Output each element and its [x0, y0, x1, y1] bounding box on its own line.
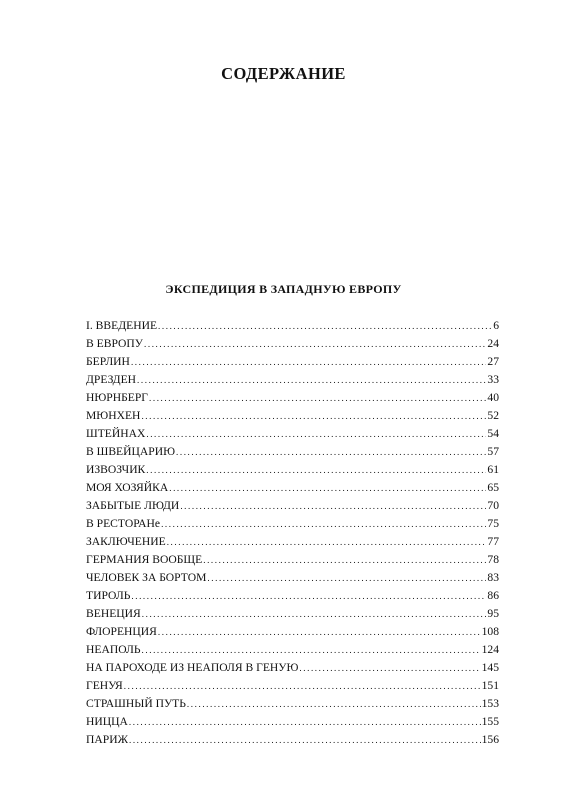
dot-leader — [137, 371, 486, 389]
toc-entry-page-number: 70 — [487, 499, 499, 512]
toc-entry-page-number: 27 — [487, 355, 499, 368]
dot-leader — [131, 587, 486, 605]
toc-entry-title: ТИРОЛЬ — [86, 589, 131, 602]
dot-leader — [176, 443, 486, 461]
dot-leader — [144, 335, 486, 353]
toc-entry-page-number: 57 — [487, 445, 499, 458]
toc-entry-page-number: 124 — [481, 643, 499, 656]
toc-entry-title: ПАРИЖ — [86, 733, 128, 746]
toc-entry-title: НА ПАРОХОДЕ ИЗ НЕАПОЛЯ В ГЕНУЮ — [86, 661, 299, 674]
toc-entry — [86, 353, 499, 371]
toc-entry-page-number: 151 — [481, 679, 499, 692]
dot-leader — [158, 317, 492, 335]
toc-entry — [86, 605, 499, 623]
dot-leader — [149, 389, 486, 407]
dot-leader — [141, 407, 486, 425]
toc-entry-title: ИЗВОЗЧИК — [86, 463, 146, 476]
dot-leader — [129, 713, 481, 731]
toc-entry-page-number: 65 — [487, 481, 499, 494]
toc-entry-page-number: 86 — [487, 589, 499, 602]
toc-entry — [86, 569, 499, 587]
dot-leader — [180, 497, 486, 515]
toc-entry-title: ГЕРМАНИЯ ВООБЩЕ — [86, 553, 203, 566]
table-of-contents — [86, 317, 499, 749]
dot-leader — [131, 353, 486, 371]
toc-entry — [86, 317, 499, 335]
toc-entry-title: ВЕНЕЦИЯ — [86, 607, 141, 620]
dot-leader — [146, 425, 486, 443]
toc-entry-title: НЕАПОЛЬ — [86, 643, 141, 656]
dot-leader — [142, 605, 487, 623]
toc-entry — [86, 551, 499, 569]
toc-entry — [86, 587, 499, 605]
dot-leader — [167, 533, 487, 551]
toc-entry-page-number: 155 — [481, 715, 499, 728]
toc-entry-title: МОЯ ХОЗЯЙКА — [86, 481, 169, 494]
dot-leader — [169, 479, 486, 497]
toc-entry-title: ДРЕЗДЕН — [86, 373, 137, 386]
toc-entry — [86, 623, 499, 641]
dot-leader — [142, 641, 481, 659]
toc-entry-title: БЕРЛИН — [86, 355, 130, 368]
toc-entry — [86, 407, 499, 425]
toc-entry-page-number: 83 — [487, 571, 499, 584]
dot-leader — [124, 677, 481, 695]
toc-entry-page-number: 153 — [481, 697, 499, 710]
toc-entry — [86, 695, 499, 713]
toc-entry-page-number: 145 — [481, 661, 499, 674]
toc-entry-title: ШТЕЙНАХ — [86, 427, 146, 440]
dot-leader — [187, 695, 481, 713]
toc-entry-page-number: 95 — [487, 607, 499, 620]
toc-entry — [86, 659, 499, 677]
toc-entry-title: МЮНХЕН — [86, 409, 141, 422]
toc-entry-title: ФЛОРЕНЦИЯ — [86, 625, 157, 638]
toc-entry — [86, 389, 499, 407]
toc-entry — [86, 443, 499, 461]
page-title: СОДЕРЖАНИЕ — [221, 64, 346, 83]
toc-entry-page-number: 78 — [487, 553, 499, 566]
toc-entry — [86, 713, 499, 731]
toc-entry — [86, 515, 499, 533]
toc-entry-page-number: 33 — [487, 373, 499, 386]
dot-leader — [129, 731, 481, 749]
toc-entry — [86, 479, 499, 497]
toc-entry — [86, 371, 499, 389]
toc-entry-title: НЮРНБЕРГ — [86, 391, 148, 404]
toc-entry-page-number: 52 — [487, 409, 499, 422]
toc-entry-title: ЧЕЛОВЕК ЗА БОРТОМ — [86, 571, 207, 584]
toc-entry-title: СТРАШНЫЙ ПУТЬ — [86, 697, 186, 710]
toc-entry — [86, 461, 499, 479]
toc-entry-page-number: 108 — [481, 625, 499, 638]
toc-entry-page-number: 156 — [481, 733, 499, 746]
toc-entry-title: НИЦЦА — [86, 715, 128, 728]
toc-entry-title: ЗАКЛЮЧЕНИЕ — [86, 535, 166, 548]
toc-entry-title: В ЕВРОПУ — [86, 337, 143, 350]
toc-entry — [86, 335, 499, 353]
toc-entry — [86, 497, 499, 515]
dot-leader — [299, 659, 480, 677]
toc-entry — [86, 677, 499, 695]
toc-entry — [86, 533, 499, 551]
dot-leader — [146, 461, 486, 479]
toc-entry-page-number: 24 — [487, 337, 499, 350]
toc-entry — [86, 641, 499, 659]
toc-entry-page-number: 40 — [487, 391, 499, 404]
dot-leader — [207, 569, 486, 587]
toc-entry-page-number: 77 — [487, 535, 499, 548]
toc-entry-page-number: 6 — [493, 319, 499, 332]
toc-entry-title: I. ВВЕДЕНИЕ — [86, 319, 158, 332]
toc-entry-title: ГЕНУЯ — [86, 679, 123, 692]
toc-entry-title: ЗАБЫТЫЕ ЛЮДИ — [86, 499, 180, 512]
section-title: ЭКСПЕДИЦИЯ В ЗАПАДНУЮ ЕВРОПУ — [165, 282, 402, 296]
toc-entry-title: В РЕСТОРАНе — [86, 517, 161, 530]
toc-entry-title: В ШВЕЙЦАРИЮ — [86, 445, 175, 458]
toc-entry-page-number: 75 — [487, 517, 499, 530]
toc-entry — [86, 731, 499, 749]
dot-leader — [158, 623, 481, 641]
toc-entry-page-number: 61 — [487, 463, 499, 476]
dot-leader — [161, 515, 486, 533]
toc-entry-page-number: 54 — [487, 427, 499, 440]
dot-leader — [203, 551, 486, 569]
toc-entry — [86, 425, 499, 443]
